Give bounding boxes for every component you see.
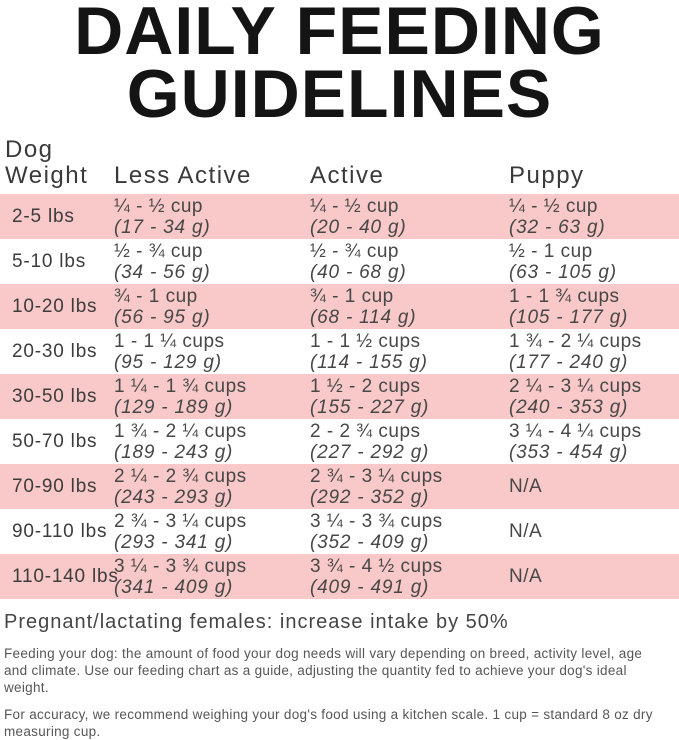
table-row [0, 239, 679, 284]
active-cell [310, 239, 509, 284]
cups-range: ¼ - ½ cup [114, 195, 203, 217]
cups-range: N/A [509, 566, 543, 587]
grams-range: (32 - 63 g) [509, 216, 606, 238]
grams-range: (293 - 341 g) [114, 531, 234, 553]
cups-range: 1 - 1 ½ cups [310, 330, 421, 352]
less-active-cell [114, 554, 310, 599]
grams-range: (227 - 292 g) [310, 441, 430, 463]
puppy-cell [509, 329, 679, 374]
less-active-cell [114, 284, 310, 329]
grams-range: (63 - 105 g) [509, 261, 617, 283]
grams-range: (17 - 34 g) [114, 216, 211, 238]
dog-weight-value: 90-110 lbs [12, 520, 108, 542]
grams-range: (409 - 491 g) [310, 576, 430, 598]
active-cell [310, 284, 509, 329]
active-cell [310, 194, 509, 239]
grams-range: (20 - 40 g) [310, 216, 407, 238]
less-active-cell [114, 509, 310, 554]
active-cell [310, 419, 509, 464]
grams-range: (341 - 409 g) [114, 576, 234, 598]
active-cell [310, 329, 509, 374]
dog-weight-value: 50-70 lbs [12, 430, 98, 452]
puppy-cell [509, 419, 679, 464]
table-row [0, 464, 679, 509]
grams-range: (155 - 227 g) [310, 396, 430, 418]
cups-range: N/A [509, 476, 543, 497]
column-header-less-active: Less Active [114, 162, 252, 189]
column-header-puppy: Puppy [509, 162, 585, 189]
cups-range: 3 ¼ - 4 ¼ cups [509, 420, 642, 442]
title-line-1: DAILY FEEDING [74, 0, 605, 69]
grams-range: (292 - 352 g) [310, 486, 430, 508]
dog-weight-value: 70-90 lbs [12, 475, 98, 497]
cups-range: 1 ½ - 2 cups [310, 375, 421, 397]
active-cell [310, 554, 509, 599]
dog-weight-value: 110-140 lbs [12, 565, 119, 587]
dog-weight-header-line1: Dog [5, 136, 54, 163]
cups-range: 1 - 1 ¾ cups [509, 285, 620, 307]
puppy-cell [509, 284, 679, 329]
less-active-cell [114, 419, 310, 464]
cups-range: ½ - ¾ cup [114, 240, 203, 262]
title-line-2: GUIDELINES [126, 56, 553, 132]
cups-range: 2 ¾ - 3 ¼ cups [310, 465, 443, 487]
dog-weight-value: 5-10 lbs [12, 250, 86, 272]
pregnant-note: Pregnant/lactating females: increase intake by 50% [4, 611, 509, 633]
puppy-cell [509, 464, 679, 509]
cups-range: 1 ¾ - 2 ¼ cups [509, 330, 642, 352]
dog-weight-header-line2: Weight [5, 162, 89, 189]
puppy-cell [509, 374, 679, 419]
table-header [0, 132, 679, 194]
grams-range: (34 - 56 g) [114, 261, 211, 283]
column-header-active: Active [310, 162, 385, 189]
table-row [0, 374, 679, 419]
cups-range: ¼ - ½ cup [509, 195, 598, 217]
cups-range: ½ - ¾ cup [310, 240, 399, 262]
dog-weight-value: 30-50 lbs [12, 385, 98, 407]
grams-range: (56 - 95 g) [114, 306, 211, 328]
dog-weight-value: 20-30 lbs [12, 340, 98, 362]
grams-range: (68 - 114 g) [310, 306, 417, 328]
cups-range: 3 ¼ - 3 ¾ cups [310, 510, 443, 532]
cups-range: ¼ - ½ cup [310, 195, 399, 217]
puppy-cell [509, 194, 679, 239]
page-title [0, 0, 679, 132]
cups-range: 3 ¼ - 3 ¾ cups [114, 555, 247, 577]
cups-range: 2 ¾ - 3 ¼ cups [114, 510, 247, 532]
grams-range: (177 - 240 g) [509, 351, 629, 373]
cups-range: 1 - 1 ¼ cups [114, 330, 225, 352]
accuracy-note: For accuracy, we recommend weighing your dog's food using a kitchen scale. 1 cup = standard 8 oz dry measuring cup. [4, 707, 653, 739]
feeding-note: Feeding your dog: the amount of food your dog needs will vary depending on breed, activity level, age and climate. Use our feeding chart as a guide, adjusting the quantity fed to achieve your dog's ideal weight. [4, 646, 643, 695]
table-row [0, 419, 679, 464]
grams-range: (105 - 177 g) [509, 306, 629, 328]
active-cell [310, 374, 509, 419]
less-active-cell [114, 239, 310, 284]
grams-range: (40 - 68 g) [310, 261, 407, 283]
cups-range: 2 ¼ - 2 ¾ cups [114, 465, 247, 487]
grams-range: (353 - 454 g) [509, 441, 629, 463]
grams-range: (240 - 353 g) [509, 396, 629, 418]
cups-range: ¾ - 1 cup [310, 285, 394, 307]
less-active-cell [114, 194, 310, 239]
cups-range: 1 ¼ - 1 ¾ cups [114, 375, 247, 397]
grams-range: (352 - 409 g) [310, 531, 430, 553]
table-row [0, 284, 679, 329]
cups-range: N/A [509, 521, 543, 542]
puppy-cell [509, 554, 679, 599]
dog-weight-value: 2-5 lbs [12, 205, 75, 227]
table-row [0, 554, 679, 599]
active-cell [310, 509, 509, 554]
less-active-cell [114, 329, 310, 374]
table-row [0, 509, 679, 554]
grams-range: (114 - 155 g) [310, 351, 428, 373]
table-row [0, 329, 679, 374]
less-active-cell [114, 464, 310, 509]
grams-range: (95 - 129 g) [114, 351, 222, 373]
cups-range: 2 ¼ - 3 ¼ cups [509, 375, 642, 397]
column-header-dog-weight [0, 137, 114, 189]
cups-range: 3 ¾ - 4 ½ cups [310, 555, 443, 577]
table-row [0, 194, 679, 239]
cups-range: 1 ¾ - 2 ¼ cups [114, 420, 247, 442]
cups-range: ½ - 1 cup [509, 240, 593, 262]
grams-range: (243 - 293 g) [114, 486, 234, 508]
cups-range: ¾ - 1 cup [114, 285, 198, 307]
puppy-cell [509, 509, 679, 554]
less-active-cell [114, 374, 310, 419]
grams-range: (129 - 189 g) [114, 396, 234, 418]
cups-range: 2 - 2 ¾ cups [310, 420, 421, 442]
dog-weight-value: 10-20 lbs [12, 295, 98, 317]
active-cell [310, 464, 509, 509]
puppy-cell [509, 239, 679, 284]
grams-range: (189 - 243 g) [114, 441, 234, 463]
